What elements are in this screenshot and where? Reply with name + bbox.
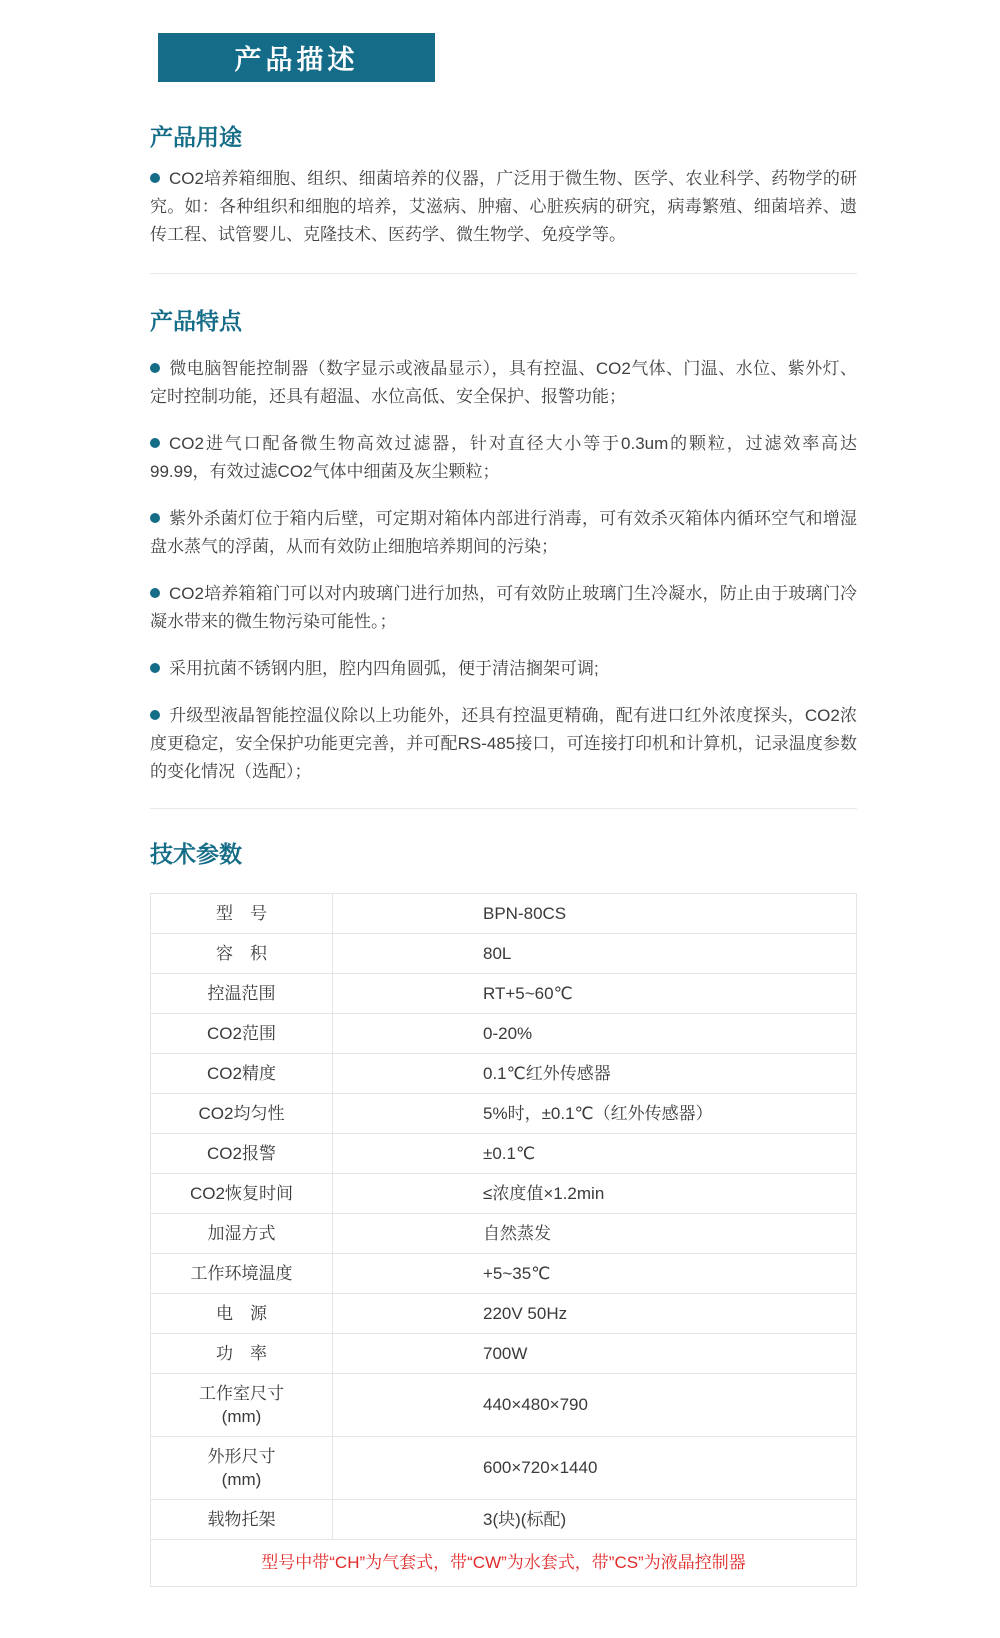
bullet-dot-icon <box>150 438 160 448</box>
spec-label-text: 电 源 <box>216 1304 267 1323</box>
product-description-badge: 产品描述 <box>158 33 435 82</box>
specs-table-body <box>151 894 857 1540</box>
table-row <box>151 1134 857 1174</box>
spec-value: BPN-80CS <box>333 894 857 934</box>
table-row <box>151 1294 857 1334</box>
spec-label <box>151 1437 333 1500</box>
content-column <box>150 122 857 1587</box>
usage-bullet-list <box>150 165 857 249</box>
list-item <box>150 165 857 249</box>
spec-value: +5~35℃ <box>333 1254 857 1294</box>
section-specs <box>150 839 857 1587</box>
bullet-text: 采用抗菌不锈钢内胆，腔内四角圆弧，便于清洁搁架可调; <box>169 659 599 678</box>
spec-label-text: 功 率 <box>216 1344 267 1363</box>
divider <box>150 808 857 809</box>
divider <box>150 273 857 274</box>
features-title: 产品特点 <box>150 308 242 334</box>
table-row <box>151 1094 857 1134</box>
list-item <box>150 702 857 786</box>
spec-label-text: CO2精度 <box>207 1064 276 1083</box>
spec-label-text: 载物托架 <box>207 1510 276 1529</box>
bullet-text: 升级型液晶智能控温仪除以上功能外，还具有控温更精确，配有进口红外浓度探头，CO2浓度更稳定，安全保护功能更完善，并可配RS-485接口，可连接打印机和计算机，记录温度参数的变化情况（选配）； <box>150 706 857 781</box>
table-row <box>151 894 857 934</box>
spec-label-text: 工作室尺寸 <box>199 1384 284 1403</box>
spec-label-text: CO2范围 <box>207 1024 276 1043</box>
bullet-text: CO2培养箱箱门可以对内玻璃门进行加热，可有效防止玻璃门生冷凝水，防止由于玻璃门冷凝水带来的微生物污染可能性。； <box>150 584 857 631</box>
spec-value: 0-20% <box>333 1014 857 1054</box>
spec-label <box>151 894 333 934</box>
spec-label-unit: (mm) <box>221 1470 262 1489</box>
spec-label-text: 型 号 <box>216 904 267 923</box>
table-row <box>151 1334 857 1374</box>
bullet-dot-icon <box>150 588 160 598</box>
bullet-dot-icon <box>150 173 160 183</box>
spec-label <box>151 1094 333 1134</box>
table-row <box>151 1174 857 1214</box>
spec-label <box>151 1254 333 1294</box>
spec-label-text: CO2报警 <box>207 1144 276 1163</box>
spec-label-text: 控温范围 <box>207 984 276 1003</box>
list-item <box>150 655 857 683</box>
list-item <box>150 430 857 486</box>
list-item <box>150 355 857 411</box>
spec-label-text: CO2恢复时间 <box>190 1184 293 1203</box>
bullet-dot-icon <box>150 363 160 373</box>
bullet-dot-icon <box>150 663 160 673</box>
spec-label-text: CO2均匀性 <box>198 1104 285 1123</box>
spec-value: 440×480×790 <box>333 1374 857 1437</box>
table-footnote: 型号中带“CH”为气套式，带“CW”为水套式，带”CS”为液晶控制器 <box>151 1540 857 1587</box>
spec-value: 80L <box>333 934 857 974</box>
spec-value: RT+5~60℃ <box>333 974 857 1014</box>
bullet-text: CO2培养箱细胞、组织、细菌培养的仪器，广泛用于微生物、医学、农业科学、药物学的研究。如：各种组织和细胞的培养，艾滋病、肿瘤、心脏疾病的研究，病毒繁殖、细菌培养、遗传工程、试管婴儿、克隆技术、医药学、微生物学、免疫学等。 <box>150 169 857 244</box>
list-item <box>150 505 857 561</box>
spec-label <box>151 1134 333 1174</box>
bullet-text: 微电脑智能控制器（数字显示或液晶显示），具有控温、CO2气体、门温、水位、紫外灯、定时控制功能，还具有超温、水位高低、安全保护、报警功能； <box>150 359 857 406</box>
spec-label-unit: (mm) <box>221 1407 262 1426</box>
bullet-dot-icon <box>150 710 160 720</box>
table-row <box>151 934 857 974</box>
spec-value: 700W <box>333 1334 857 1374</box>
features-bullet-list <box>150 355 857 786</box>
table-row <box>151 1054 857 1094</box>
spec-value: 5%时，±0.1℃（红外传感器） <box>333 1094 857 1134</box>
bullet-text: CO2进气口配备微生物高效过滤器，针对直径大小等于0.3um的颗粒，过滤效率高达 99.99，有效过滤CO2气体中细菌及灰尘颗粒； <box>150 434 857 481</box>
table-row <box>151 974 857 1014</box>
spec-value: ±0.1℃ <box>333 1134 857 1174</box>
list-item <box>150 580 857 636</box>
spec-value: 自然蒸发 <box>333 1214 857 1254</box>
spec-label <box>151 1500 333 1540</box>
bullet-dot-icon <box>150 513 160 523</box>
table-footnote-row <box>151 1540 857 1587</box>
spec-label-text: 容 积 <box>216 944 267 963</box>
spec-label <box>151 1014 333 1054</box>
spec-label <box>151 1214 333 1254</box>
spec-value: ≤浓度值×1.2min <box>333 1174 857 1214</box>
spec-label <box>151 1294 333 1334</box>
table-row <box>151 1014 857 1054</box>
usage-title: 产品用途 <box>150 124 242 150</box>
spec-label <box>151 1054 333 1094</box>
spec-label <box>151 1374 333 1437</box>
section-usage <box>150 122 857 249</box>
spec-label <box>151 1174 333 1214</box>
spec-value: 0.1℃红外传感器 <box>333 1054 857 1094</box>
spec-label <box>151 974 333 1014</box>
spec-label-text: 加湿方式 <box>207 1224 276 1243</box>
spec-value: 600×720×1440 <box>333 1437 857 1500</box>
bullet-text: 紫外杀菌灯位于箱内后壁，可定期对箱体内部进行消毒，可有效杀灭箱体内循环空气和增湿盘水蒸气的浮菌，从而有效防止细胞培养期间的污染； <box>150 509 857 556</box>
table-row <box>151 1214 857 1254</box>
table-row <box>151 1500 857 1540</box>
specs-table <box>150 893 857 1587</box>
spec-label-text: 外形尺寸 <box>207 1447 276 1466</box>
specs-title: 技术参数 <box>150 841 242 867</box>
spec-value: 220V 50Hz <box>333 1294 857 1334</box>
table-row <box>151 1374 857 1437</box>
section-features <box>150 306 857 809</box>
table-row <box>151 1254 857 1294</box>
spec-label-text: 工作环境温度 <box>190 1264 293 1283</box>
spec-label <box>151 1334 333 1374</box>
spec-label <box>151 934 333 974</box>
table-row <box>151 1437 857 1500</box>
spec-value: 3(块)(标配) <box>333 1500 857 1540</box>
